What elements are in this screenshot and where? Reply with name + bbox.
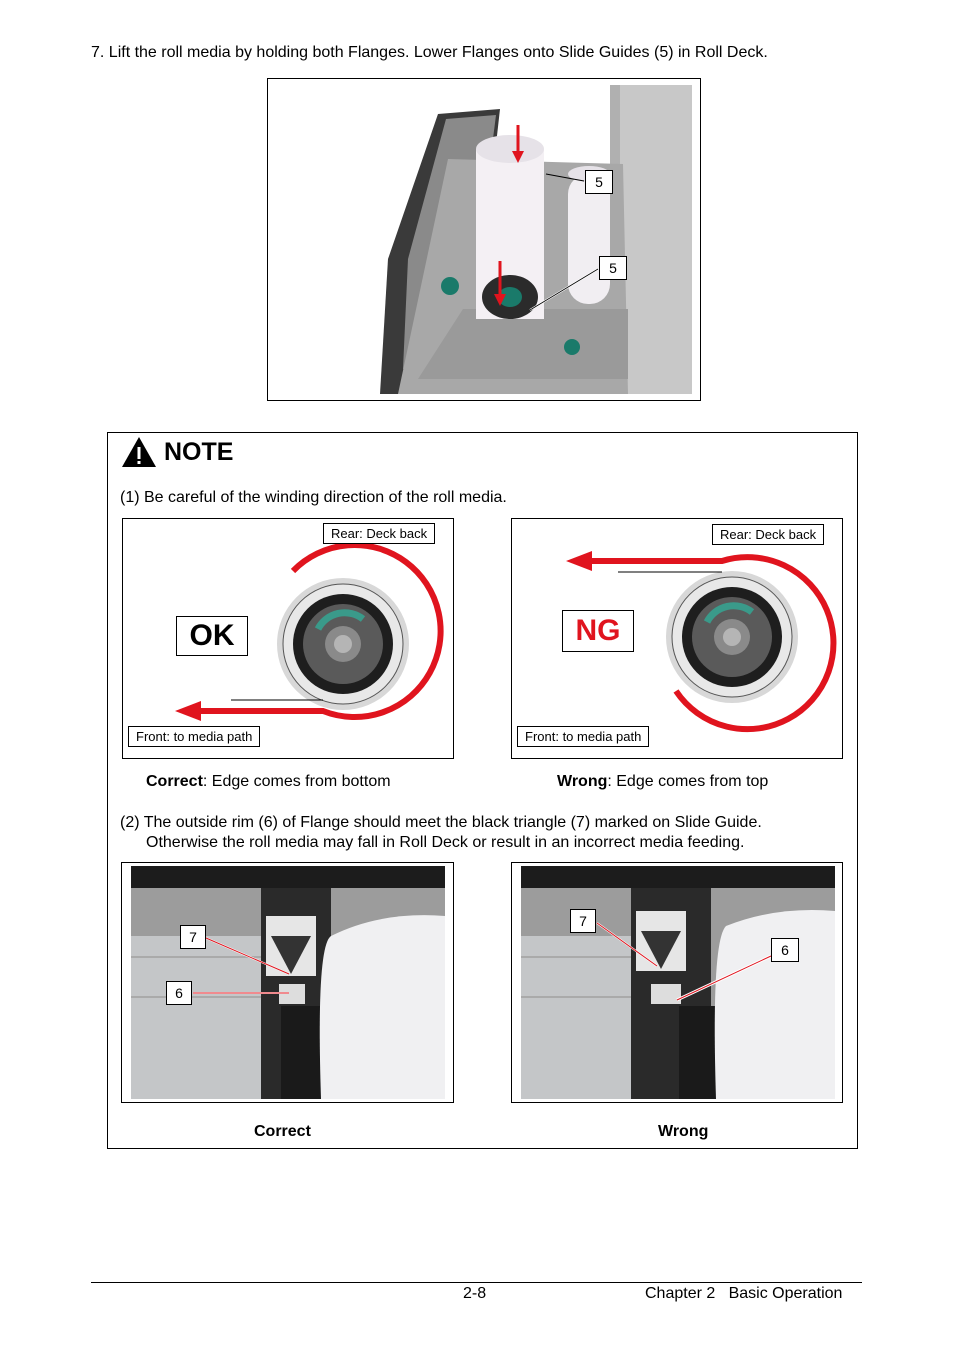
callout-7-wrong: 7 xyxy=(570,909,596,933)
footer-divider xyxy=(91,1282,862,1283)
ng-rear-label: Rear: Deck back xyxy=(712,524,824,545)
photo-correct-caption: Correct xyxy=(254,1123,311,1140)
ok-rear-label: Rear: Deck back xyxy=(323,523,435,544)
ng-stamp: NG xyxy=(562,610,634,652)
roll-deck-photo xyxy=(267,78,701,401)
flange-wrong-photo xyxy=(521,866,835,1099)
flange-wrong-photo-frame xyxy=(511,862,843,1103)
note-item-1: (1) Be careful of the winding direction of the roll media. xyxy=(120,489,507,506)
ok-front-label: Front: to media path xyxy=(128,726,260,747)
callout-7-correct: 7 xyxy=(180,925,206,949)
correct-winding-caption xyxy=(146,773,391,791)
wrong-caption-bold: Wrong xyxy=(557,773,608,790)
wrong-winding-caption xyxy=(557,773,768,791)
ng-winding-panel xyxy=(511,518,843,759)
ok-roll-illustration xyxy=(123,519,453,758)
correct-caption-bold: Correct xyxy=(146,773,203,790)
ng-front-label: Front: to media path xyxy=(517,726,649,747)
correct-caption-rest: : Edge comes from bottom xyxy=(202,773,391,790)
chapter-title: Chapter 2 Basic Operation xyxy=(645,1285,843,1302)
note-item-2-line-1: (2) The outside rim (6) of Flange should meet the black triangle (7) marked on Slide Guide. xyxy=(120,814,762,831)
ok-stamp: OK xyxy=(176,616,248,656)
callout-6-wrong: 6 xyxy=(771,938,799,962)
wrong-caption-rest: : Edge comes from top xyxy=(607,773,769,790)
warning-icon xyxy=(121,436,157,473)
note-title: NOTE xyxy=(164,438,234,466)
photo-wrong-caption: Wrong xyxy=(658,1123,709,1140)
note-item-2-line-2: Otherwise the roll media may fall in Roll Deck or result in an incorrect media feeding. xyxy=(146,834,745,851)
flange-correct-photo-frame xyxy=(121,862,454,1103)
callout-5-upper: 5 xyxy=(585,170,613,194)
callout-6-correct: 6 xyxy=(166,981,192,1005)
page-number: 2-8 xyxy=(463,1285,487,1302)
step-7-instruction: 7. Lift the roll media by holding both Flanges. Lower Flanges onto Slide Guides (5) in Roll Deck. xyxy=(91,44,768,61)
roll-deck-illustration xyxy=(268,79,700,400)
ok-winding-panel xyxy=(122,518,454,759)
callout-5-lower: 5 xyxy=(599,256,627,280)
